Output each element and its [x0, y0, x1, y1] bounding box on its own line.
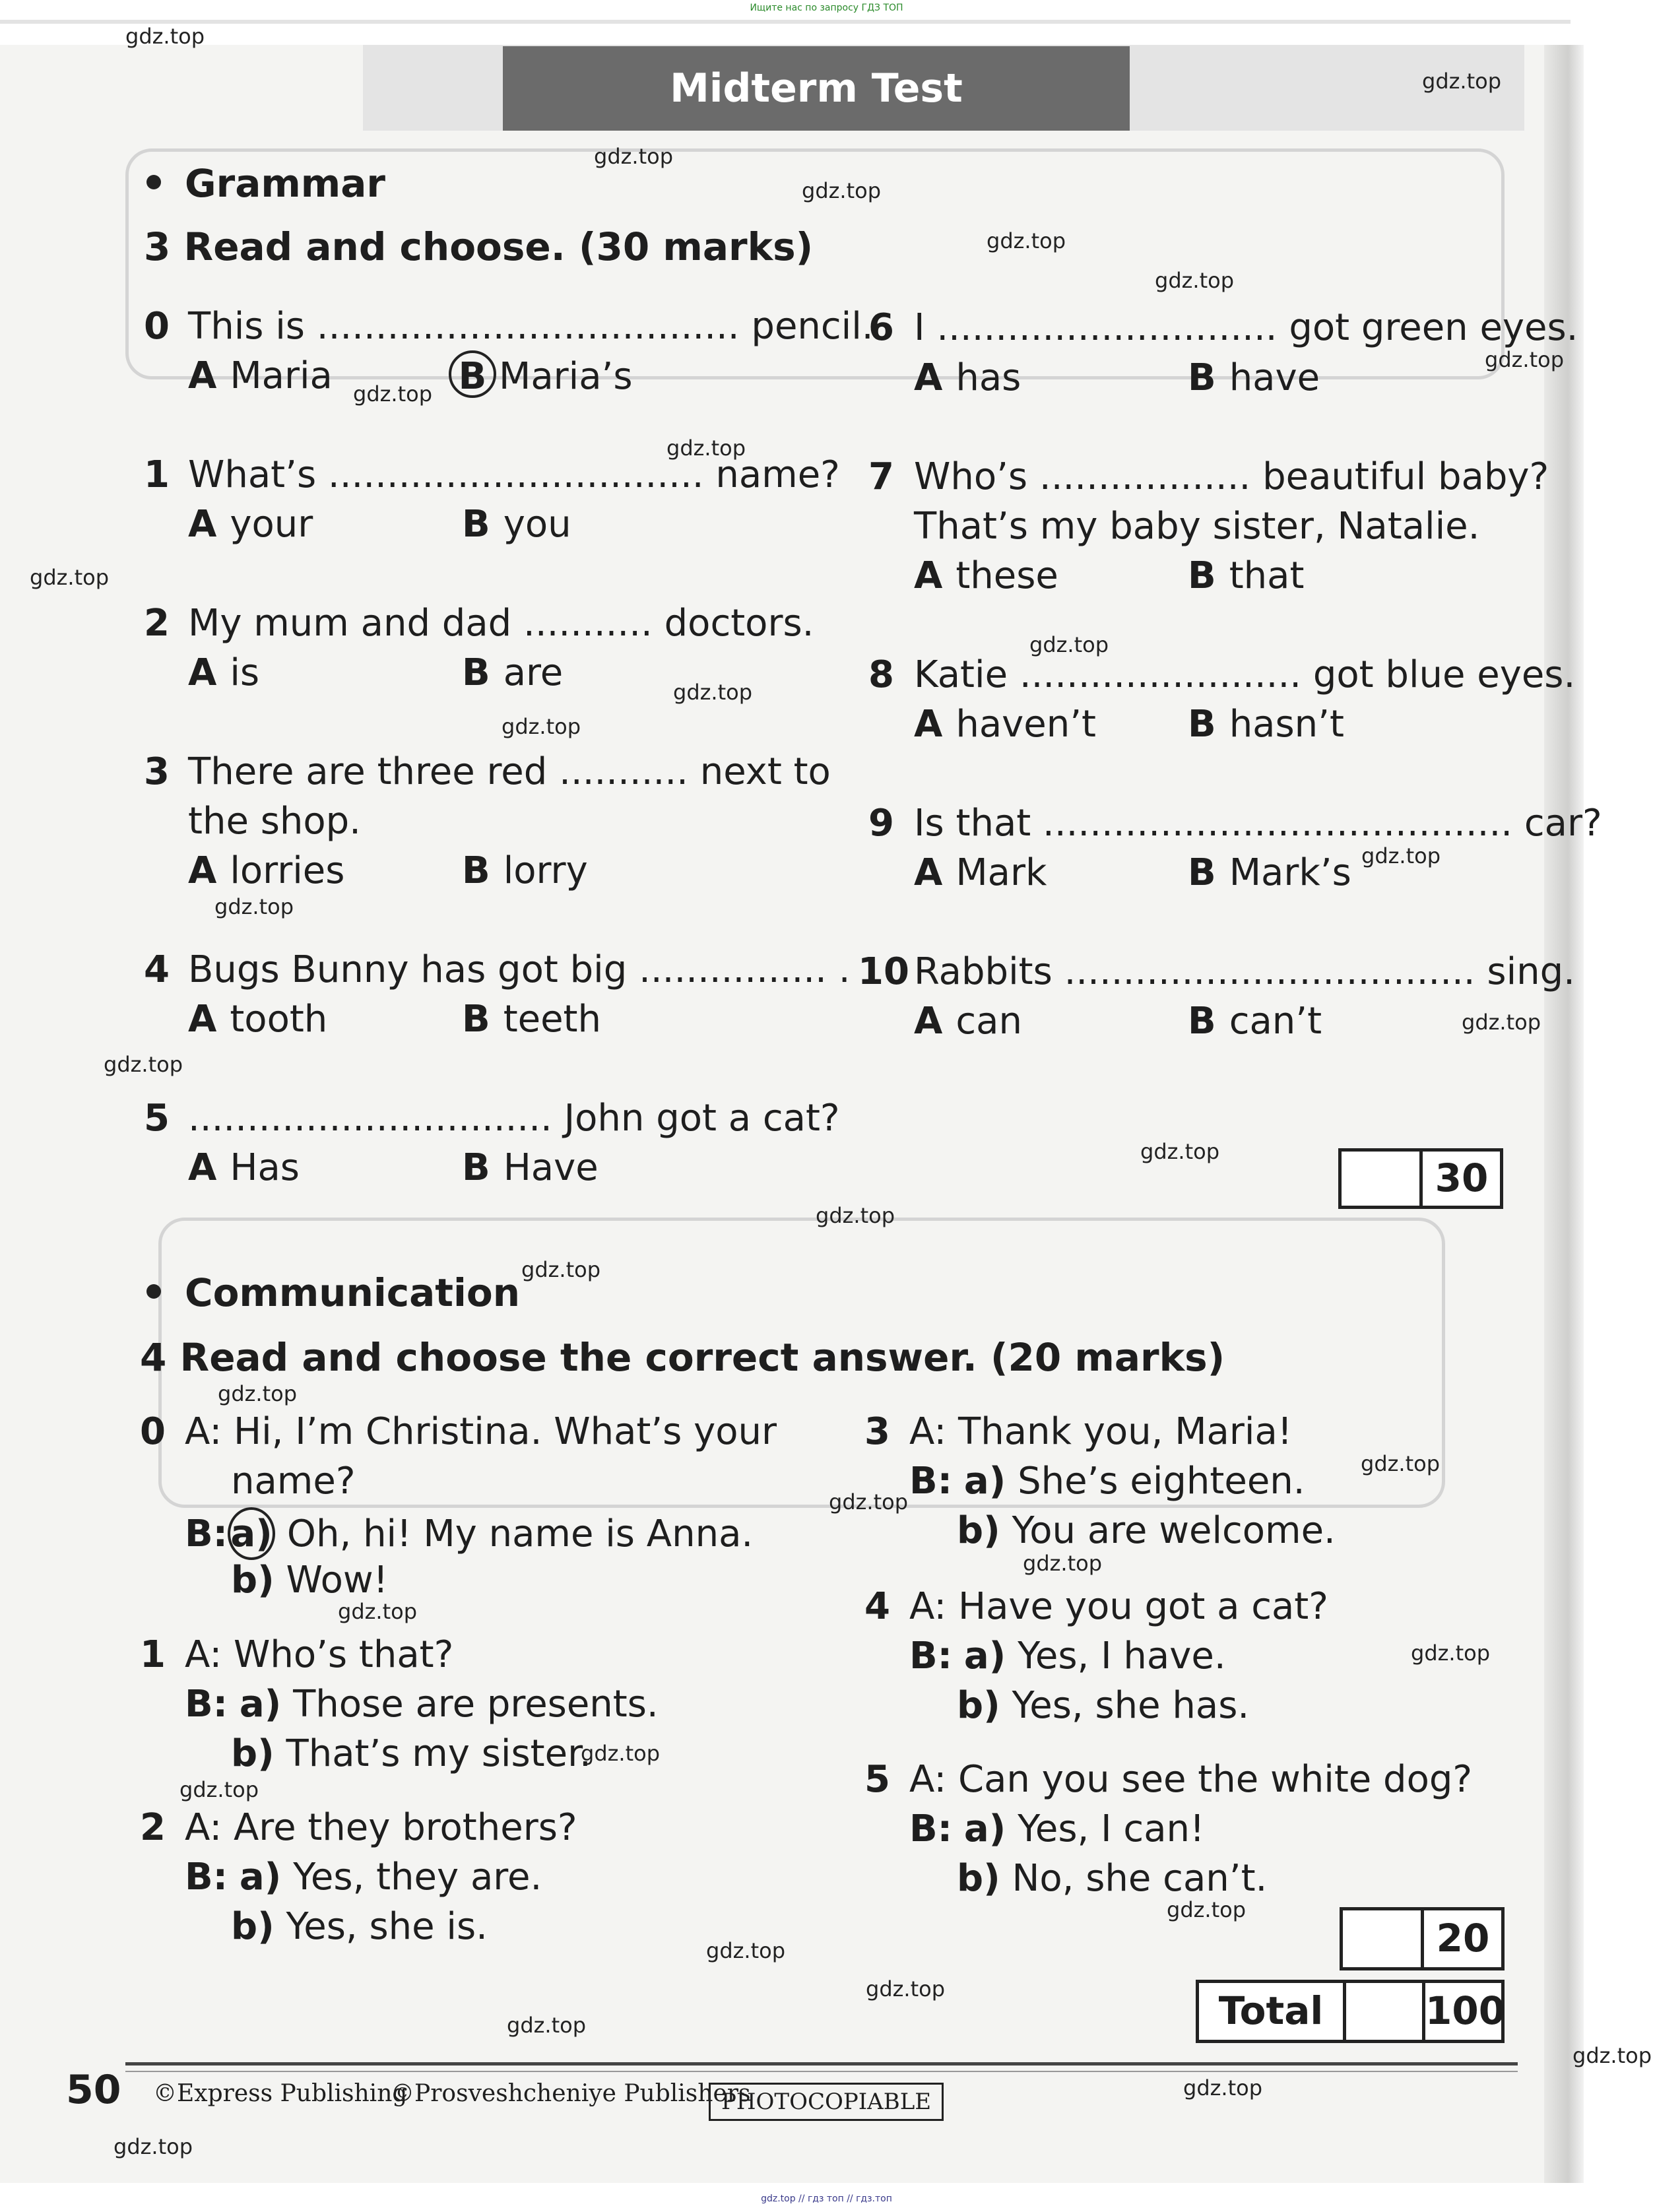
- question-text: This is .................................... pencil.: [188, 305, 874, 348]
- option-a[interactable]: A tooth: [188, 998, 328, 1041]
- question-text: There are three red ........... next to: [188, 750, 831, 793]
- question-number: 5: [144, 1097, 170, 1140]
- option-b[interactable]: b) That’s my sister.: [231, 1732, 591, 1775]
- watermark-text: gdz.top: [179, 1777, 259, 1802]
- question-text-line2: That’s my baby sister, Natalie.: [914, 505, 1480, 548]
- watermark-text: gdz.top: [502, 714, 581, 739]
- option-b[interactable]: b) Wow!: [231, 1559, 389, 1602]
- watermark-text: gdz.top: [1023, 1551, 1103, 1576]
- question-number: 6: [868, 306, 894, 349]
- watermark-text: gdz.top: [507, 2013, 587, 2038]
- question-text: I ............................. got green eyes.: [914, 306, 1578, 349]
- option-b[interactable]: B teeth: [462, 998, 601, 1041]
- question-text: Katie ........................ got blue eyes.: [914, 653, 1576, 696]
- question-text: What’s ................................ name?: [188, 453, 840, 496]
- watermark-text: gdz.top: [673, 680, 753, 705]
- option-a[interactable]: A Has: [188, 1146, 300, 1189]
- question-number: 10: [858, 950, 909, 993]
- option-b-circled[interactable]: B Maria’s: [449, 350, 633, 398]
- watermark-text: gdz.top: [1183, 2075, 1263, 2100]
- question-number: 1: [144, 453, 170, 496]
- option-b[interactable]: b) No, she can’t.: [957, 1857, 1268, 1900]
- watermark-text: gdz.top: [104, 1052, 183, 1077]
- answer-circle-icon: a): [228, 1507, 275, 1560]
- bullet-icon: [146, 175, 161, 189]
- watermark-text: gdz.top: [521, 1257, 601, 1282]
- option-b[interactable]: B are: [462, 651, 564, 694]
- max-score: 20: [1436, 1916, 1490, 1961]
- question-text: Is that ........................................ car?: [914, 802, 1602, 845]
- dialogue-a-line: A: Have you got a cat?: [909, 1585, 1328, 1628]
- question-number: 0: [144, 305, 170, 348]
- question-text-line2: the shop.: [188, 800, 361, 843]
- item-number: 3: [864, 1410, 890, 1453]
- grammar-instruction: 3 Read and choose. (30 marks): [144, 224, 814, 269]
- watermark-text: gdz.top: [218, 1381, 298, 1406]
- score-divider: [1421, 1910, 1424, 1967]
- watermark-text: gdz.top: [1422, 69, 1502, 94]
- grammar-score-box[interactable]: [1338, 1148, 1503, 1209]
- watermark-text: gdz.top: [338, 1599, 418, 1624]
- question-number: 7: [868, 455, 894, 498]
- option-a-circled[interactable]: B:a) Oh, hi! My name is Anna.: [185, 1507, 753, 1560]
- option-a[interactable]: A is: [188, 651, 260, 694]
- item-number: 5: [864, 1758, 890, 1801]
- question-text: ............................... John got a cat?: [188, 1097, 840, 1140]
- option-b[interactable]: b) You are welcome.: [957, 1509, 1336, 1552]
- option-b[interactable]: b) Yes, she is.: [231, 1905, 488, 1948]
- watermark-text: gdz.top: [1155, 268, 1235, 293]
- question-text: Rabbits ................................... sing.: [914, 950, 1575, 993]
- grammar-heading: Grammar: [146, 161, 385, 206]
- watermark-text: gdz.top: [125, 24, 205, 49]
- watermark-text: gdz.top: [594, 144, 674, 169]
- watermark-text: gdz.top: [1361, 843, 1441, 868]
- dialogue-a-line: A: Who’s that?: [185, 1633, 454, 1676]
- watermark-text: gdz.top: [1361, 1451, 1441, 1476]
- dialogue-a-line: A: Are they brothers?: [185, 1806, 577, 1849]
- page-number: 50: [66, 2067, 121, 2113]
- option-a[interactable]: B: a) Yes, I have.: [909, 1635, 1226, 1677]
- watermark-text: gdz.top: [1140, 1139, 1220, 1164]
- watermark-text: gdz.top: [113, 2134, 193, 2159]
- watermark-text: gdz.top: [706, 1938, 786, 1963]
- option-a[interactable]: A Mark: [914, 851, 1047, 894]
- option-a[interactable]: B: a) Yes, they are.: [185, 1856, 542, 1899]
- option-a[interactable]: B: a) She’s eighteen.: [909, 1460, 1305, 1503]
- total-value: 100: [1425, 1988, 1506, 2033]
- watermark-text: gdz.top: [1485, 347, 1565, 372]
- score-divider: [1419, 1152, 1423, 1206]
- total-score-box[interactable]: [1196, 1980, 1505, 2043]
- option-b[interactable]: B have: [1188, 356, 1320, 399]
- top-edge-line: [0, 20, 1571, 24]
- score-divider: [1343, 1983, 1346, 2040]
- watermark-text: gdz.top: [353, 381, 433, 407]
- watermark-text: gdz.top: [1411, 1641, 1491, 1666]
- option-a[interactable]: A Maria: [188, 354, 333, 397]
- footer-rule: [125, 2062, 1518, 2066]
- option-b[interactable]: B hasn’t: [1188, 703, 1344, 746]
- option-a[interactable]: A haven’t: [914, 703, 1096, 746]
- max-score: 30: [1435, 1155, 1489, 1200]
- communication-score-box[interactable]: [1340, 1907, 1505, 1970]
- photocopiable-badge: PHOTOCOPIABLE: [709, 2083, 944, 2121]
- communication-instruction: 4 Read and choose the correct answer. (20 marks): [140, 1335, 1225, 1380]
- publisher-credit: ©Prosveshcheniye Publishers: [391, 2080, 751, 2107]
- publisher-credit: ©Express Publishing: [153, 2080, 408, 2107]
- top-notice: Ищите нас по запросу ГДЗ ТОП: [750, 3, 903, 13]
- option-b[interactable]: B that: [1188, 554, 1305, 597]
- dialogue-a-line2: name?: [231, 1460, 356, 1503]
- option-b[interactable]: B can’t: [1188, 1000, 1322, 1043]
- answer-circle-icon: B: [449, 350, 496, 398]
- question-text: Bugs Bunny has got big ................ .: [188, 948, 851, 991]
- footer-rule-thin: [125, 2071, 1518, 2072]
- watermark-text: gdz.top: [1462, 1010, 1541, 1035]
- option-a[interactable]: A your: [188, 503, 313, 546]
- watermark-text: gdz.top: [581, 1741, 661, 1766]
- option-b[interactable]: B Have: [462, 1146, 599, 1189]
- bottom-notice: gdz.top // гдз топ // гдз.топ: [761, 2194, 892, 2204]
- item-number: 2: [140, 1806, 166, 1849]
- page-title: Midterm Test: [503, 46, 1130, 131]
- dialogue-a-line: A: Hi, I’m Christina. What’s your: [185, 1410, 777, 1453]
- watermark-text: gdz.top: [30, 565, 110, 590]
- question-number: 3: [144, 750, 170, 793]
- bullet-icon: [146, 1284, 161, 1299]
- watermark-text: gdz.top: [1572, 2043, 1652, 2068]
- watermark-text: gdz.top: [1167, 1897, 1247, 1922]
- communication-heading: Communication: [146, 1270, 520, 1315]
- question-number: 9: [868, 802, 894, 845]
- option-a[interactable]: A can: [914, 1000, 1022, 1043]
- dialogue-a-line: A: Can you see the white dog?: [909, 1758, 1473, 1801]
- dialogue-a-line: A: Thank you, Maria!: [909, 1410, 1293, 1453]
- option-a[interactable]: B: a) Those are presents.: [185, 1683, 659, 1726]
- option-b[interactable]: B you: [462, 503, 571, 546]
- item-number: 0: [140, 1410, 166, 1453]
- question-text: My mum and dad ........... doctors.: [188, 602, 814, 645]
- watermark-text: gdz.top: [214, 894, 294, 919]
- watermark-text: gdz.top: [829, 1489, 909, 1514]
- question-number: 4: [144, 948, 170, 991]
- watermark-text: gdz.top: [802, 178, 882, 203]
- option-b[interactable]: b) Yes, she has.: [957, 1684, 1250, 1727]
- question-text: Who’s .................. beautiful baby?: [914, 455, 1549, 498]
- option-b[interactable]: B lorry: [462, 849, 588, 892]
- watermark-text: gdz.top: [666, 436, 746, 461]
- item-number: 1: [140, 1633, 166, 1676]
- option-a[interactable]: A these: [914, 554, 1058, 597]
- option-a[interactable]: A has: [914, 356, 1021, 399]
- total-label: Total: [1218, 1988, 1324, 2033]
- option-a[interactable]: B: a) Yes, I can!: [909, 1807, 1205, 1850]
- option-a[interactable]: A lorries: [188, 849, 345, 892]
- item-number: 4: [864, 1585, 890, 1628]
- watermark-text: gdz.top: [987, 228, 1066, 253]
- watermark-text: gdz.top: [866, 1976, 946, 2001]
- question-number: 8: [868, 653, 894, 696]
- watermark-text: gdz.top: [816, 1203, 895, 1228]
- watermark-text: gdz.top: [1029, 632, 1109, 657]
- option-b[interactable]: B Mark’s: [1188, 851, 1351, 894]
- question-number: 2: [144, 602, 170, 645]
